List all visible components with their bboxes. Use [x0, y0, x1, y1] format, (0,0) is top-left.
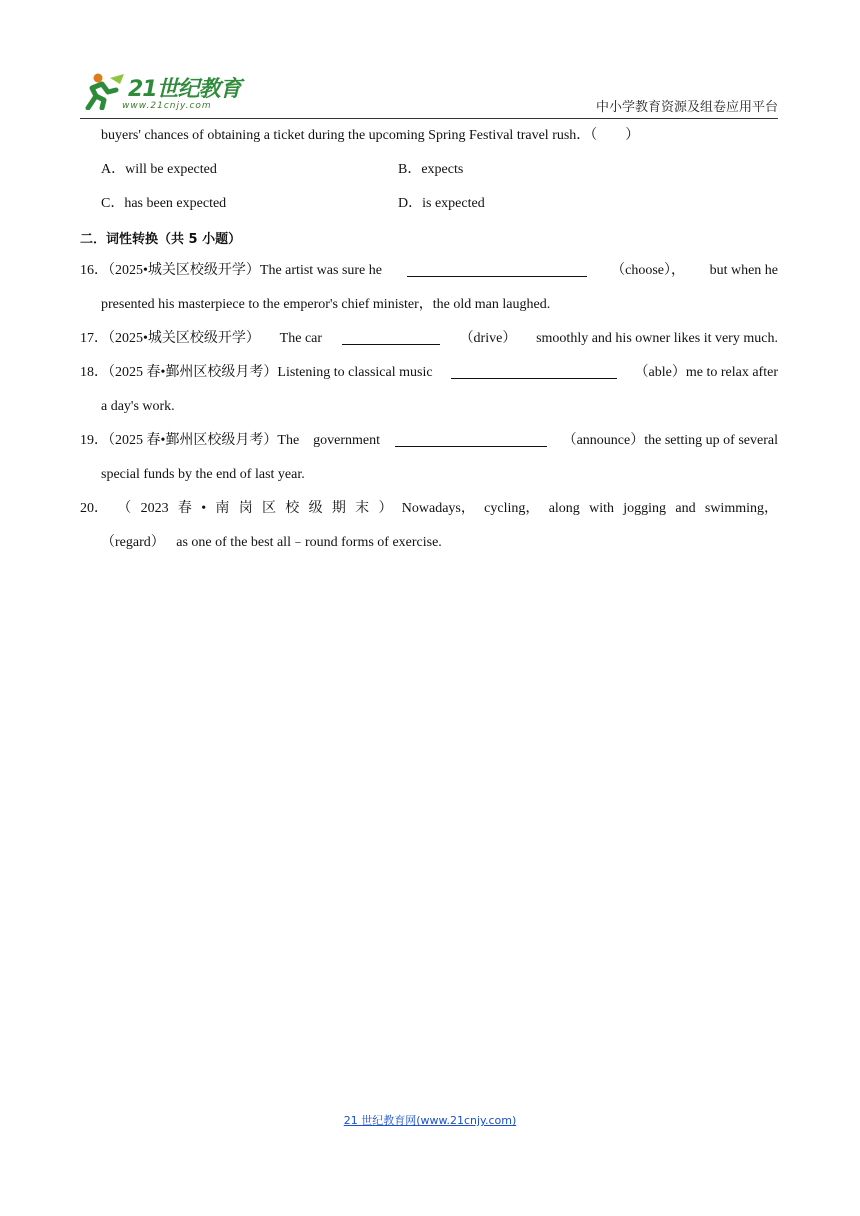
token: 末 [355, 501, 370, 516]
section-heading: 二．词性转换（共 5 小题） [80, 232, 242, 247]
option-text: expects [421, 162, 464, 177]
token: （ [117, 501, 132, 516]
question-20-line-2 [101, 534, 442, 552]
token: • [201, 501, 207, 516]
question-text: as one of the best all﹣round forms of exercise. [176, 535, 442, 550]
question-text: the setting up of several [644, 433, 778, 448]
token: swimming， [704, 501, 778, 516]
option-text: will be expected [125, 162, 217, 177]
q15-continuation: buyers' chances of obtaining a ticket during the upcoming Spring Festival travel rush．（ ） [101, 128, 640, 143]
token: 期 [331, 501, 346, 516]
question-number: 17． [80, 331, 108, 346]
q15-option-b [398, 161, 463, 179]
question-hint: （choose）， [611, 263, 685, 278]
question-stem [80, 364, 433, 382]
option-letter: D． [398, 196, 423, 211]
question-source: （2025•城关区校级开学） [108, 331, 260, 346]
token: jogging [623, 501, 667, 516]
question-16 [80, 262, 778, 280]
site-logo [80, 68, 255, 116]
question-source: （2025 春•鄞州区校级月考） [108, 433, 278, 448]
token: with [589, 501, 614, 516]
logo-url: www.21cnjy.com [122, 101, 212, 111]
token: 区 [261, 501, 276, 516]
option-letter: A． [101, 162, 126, 177]
answer-blank[interactable] [395, 432, 547, 447]
question-text: The car [279, 331, 323, 346]
q15-option-a [101, 161, 217, 179]
question-text: The government [277, 433, 381, 448]
token: and [675, 501, 696, 516]
question-text: me to relax after [685, 365, 778, 380]
token: 春 [177, 501, 192, 516]
q15-option-c [101, 195, 226, 213]
token: ） [378, 501, 393, 516]
question-text: The artist was sure he [259, 263, 382, 278]
question-text: but when he [709, 263, 778, 278]
platform-title: 中小学教育资源及组卷应用平台 [595, 100, 778, 115]
question-number: 20． [80, 501, 108, 516]
question-text: smoothly and his owner likes it very much. [536, 331, 778, 346]
question-source: （2025•城关区校级开学） [108, 263, 260, 278]
question-number: 19． [80, 433, 108, 448]
option-text: is expected [422, 196, 485, 211]
token: 校 [285, 501, 300, 516]
question-17 [80, 330, 778, 348]
token: 级 [308, 501, 323, 516]
question-number: 16． [80, 263, 108, 278]
token: Nowadays， [401, 501, 475, 516]
q15-option-d [398, 195, 485, 213]
runner-logo-icon [80, 70, 126, 110]
question-stem [80, 330, 260, 348]
question-18 [80, 364, 778, 382]
question-16-line-2: presented his masterpiece to the emperor's chief minister，the old man laughed. [101, 297, 551, 312]
token: along [548, 501, 580, 516]
question-18-line-2: a day's work. [101, 399, 175, 414]
question-stem [80, 432, 380, 450]
page-header [80, 68, 778, 119]
question-19-line-2: special funds by the end of last year. [101, 467, 305, 482]
question-tail [635, 364, 778, 382]
question-number: 18． [80, 365, 108, 380]
answer-blank[interactable] [407, 262, 587, 277]
footer-link[interactable]: 21 世纪教育网(www.21cnjy.com) [343, 1114, 517, 1127]
option-text: has been expected [124, 196, 227, 211]
answer-blank[interactable] [342, 330, 440, 345]
answer-blank[interactable] [451, 364, 617, 379]
question-hint: （regard） [101, 535, 165, 550]
token: 2023 [140, 501, 169, 516]
question-hint: （announce） [562, 433, 645, 448]
question-hint: （drive） [459, 331, 517, 346]
option-letter: B． [398, 162, 422, 177]
question-20 [80, 500, 778, 518]
question-stem [80, 262, 382, 280]
question-text: Listening to classical music [277, 365, 433, 380]
token: 岗 [238, 501, 253, 516]
logo-text: 21世纪教育 [128, 77, 241, 102]
token: cycling， [484, 501, 540, 516]
question-19 [80, 432, 778, 450]
token: 南 [215, 501, 230, 516]
question-hint: （able） [634, 365, 686, 380]
question-source: （2025 春•鄞州区校级月考） [108, 365, 278, 380]
option-letter: C． [101, 196, 125, 211]
question-tail [563, 432, 778, 450]
